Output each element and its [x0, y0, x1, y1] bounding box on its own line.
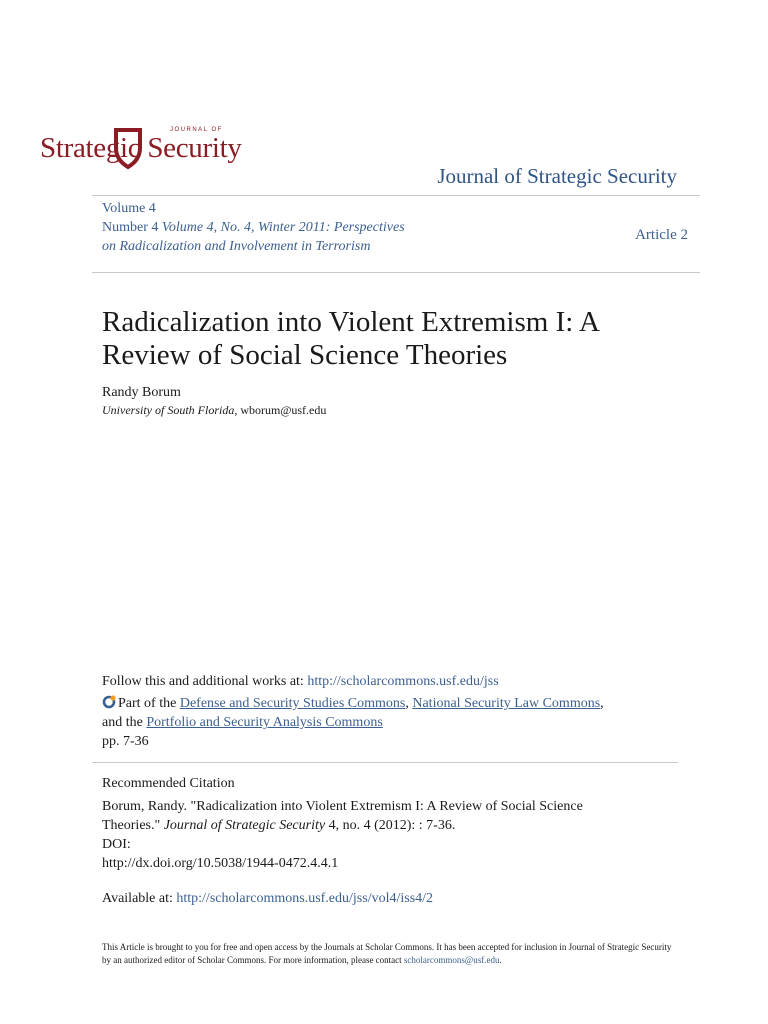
affiliation-name: University of South Florida: [102, 403, 235, 417]
logo-small-text: JOURNAL OF: [170, 127, 223, 133]
follow-label: Follow this and additional works at:: [102, 674, 308, 689]
citation-text: [102, 797, 662, 873]
contact-email-link[interactable]: scholarcommons@usf.edu: [403, 955, 500, 965]
volume-link[interactable]: Volume 4: [102, 201, 156, 216]
separator: ,: [405, 696, 413, 711]
citation-line-2-pre: Theories.": [102, 818, 164, 833]
doi-label: DOI:: [102, 837, 131, 852]
divider-bottom: [92, 272, 700, 273]
logo-main-text: Strategic Security: [40, 132, 242, 164]
available-at: [102, 891, 433, 907]
and-the-label: and the: [102, 715, 147, 730]
article-number[interactable]: Article 2: [635, 227, 688, 243]
divider-top: [92, 195, 700, 196]
issue-title-link[interactable]: Volume 4, No. 4, Winter 2011: Perspectives on Radicalization and Involvement in Terrorism: [102, 220, 405, 254]
divider-citation: [92, 762, 678, 763]
issue-info: [102, 199, 422, 256]
portfolio-commons-link[interactable]: Portfolio and Security Analysis Commons: [146, 715, 383, 730]
national-security-law-link[interactable]: National Security Law Commons: [412, 696, 601, 711]
number-link[interactable]: Number 4: [102, 220, 159, 235]
separator: ,: [600, 696, 604, 711]
footer-end: .: [499, 955, 502, 965]
author-affiliation: [102, 403, 326, 418]
page-range: pp. 7-36: [102, 734, 149, 749]
doi-value: http://dx.doi.org/10.5038/1944-0472.4.4.1: [102, 856, 339, 871]
paper-title: Radicalization into Violent Extremism I: A Review of Social Science Theories: [102, 306, 599, 371]
access-notice: [102, 941, 682, 967]
available-label: Available at:: [102, 891, 177, 906]
commons-network-icon: [102, 695, 116, 709]
part-of-commons: [102, 694, 682, 732]
citation-heading: Recommended Citation: [102, 776, 235, 791]
available-link[interactable]: http://scholarcommons.usf.edu/jss/vol4/iss4/2: [176, 891, 434, 906]
follow-link[interactable]: http://scholarcommons.usf.edu/jss: [307, 674, 499, 689]
defense-commons-link[interactable]: Defense and Security Studies Commons: [179, 696, 406, 711]
citation-line-1: Borum, Randy. "Radicalization into Violent Extremism I: A Review of Social Science: [102, 799, 583, 814]
part-of-label: Part of the: [118, 696, 180, 711]
citation-journal: Journal of Strategic Security: [163, 818, 326, 833]
author-email: , wborum@usf.edu: [234, 403, 327, 417]
citation-line-2-post: 4, no. 4 (2012): : 7-36.: [325, 818, 456, 833]
follow-line: [102, 674, 499, 690]
author-name: Randy Borum: [102, 385, 181, 400]
journal-title[interactable]: Journal of Strategic Security: [437, 164, 677, 188]
access-notice-text: This Article is brought to you for free and open access by the Journals at Scholar Commons. It has been accepted for inclusion in Journal of Strategic Security by an authorized editor of Scholar Commons. For more information, please contact: [102, 942, 672, 965]
